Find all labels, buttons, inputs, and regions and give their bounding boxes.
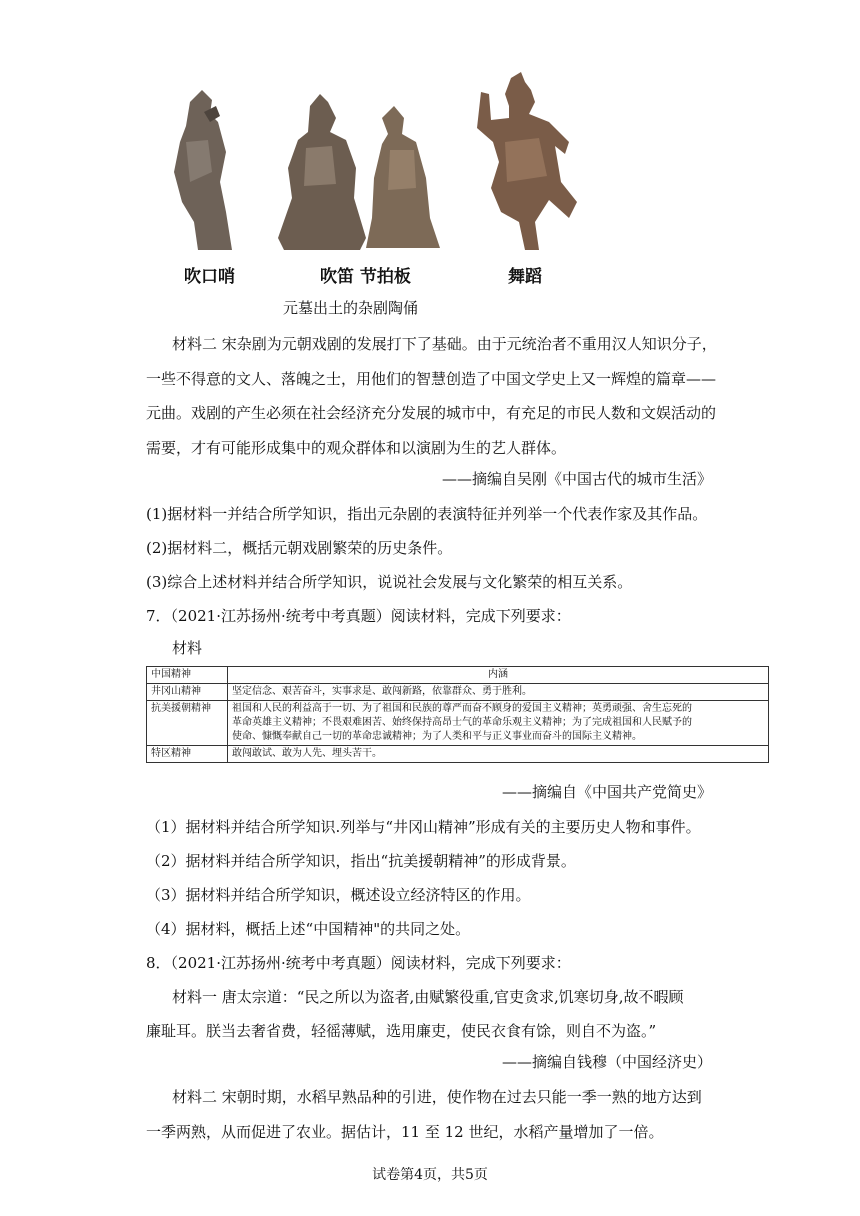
q6-subquestion-1: (1)据材料一并结合所学知识，指出元杂剧的表演特征并列举一个代表作家及其作品。 — [146, 505, 708, 523]
china-spirit-table — [146, 666, 769, 763]
q6-source: ——摘编自吴刚《中国古代的城市生活》 — [441, 470, 712, 488]
table-cell — [228, 701, 769, 746]
page-footer: 试卷第4页，共5页 — [372, 1167, 488, 1183]
q8-material1-line1: 材料一 唐太宗道：“民之所以为盗者,由赋繁役重,官吏贪求,饥寒切身,故不暇顾 — [172, 988, 684, 1006]
figurine-dance-image — [465, 72, 590, 252]
q7-material-label: 材料 — [172, 639, 203, 657]
q7-subquestion-3: （3）据材料并结合所学知识，概述设立经济特区的作用。 — [146, 886, 531, 904]
caption-dance: 舞蹈 — [508, 267, 542, 287]
q6-material2-line4: 需要，才有可能形成集中的观众群体和以演剧为生的艺人群体。 — [146, 439, 567, 457]
q7-subquestion-4: （4）据材料，概括上述“中国精神"的共同之处。 — [146, 920, 471, 938]
q8-material2-line1: 材料二 宋朝时期，水稻早熟品种的引进，使作物在过去只能一季一熟的地方达到 — [172, 1088, 702, 1106]
table-cell: 井冈山精神 — [147, 684, 228, 701]
q6-material2-line3: 元曲。戏剧的产生必须在社会经济充分发展的城市中，有充足的市民人数和文娱活动的 — [146, 404, 717, 422]
table-cell-line: 使命、慷慨奉献自己一切的革命忠诚精神；为了人类和平与正义事业而奋斗的国际主义精神。 — [232, 731, 642, 742]
figurine-whistling-image — [160, 82, 240, 252]
q7-subquestion-2: （2）据材料并结合所学知识，指出“抗美援朝精神”的形成背景。 — [146, 852, 576, 870]
table-cell-line: 革命英雄主义精神；不畏艰难困苦、始终保持高昂士气的革命乐观主义精神；为了完成祖国和人民赋予的 — [232, 717, 692, 728]
q7-heading: 7．（2021·江苏扬州·统考中考真题）阅读材料，完成下列要求： — [146, 607, 571, 625]
table-row — [147, 701, 769, 746]
q8-source: ——摘编自钱穆（中国经济史） — [501, 1053, 712, 1071]
caption-whistling: 吹口哨 — [184, 267, 235, 287]
table-cell-line: 祖国和人民的利益高于一切、为了祖国和民族的尊严而奋不顾身的爱国主义精神；英勇顽强、舍生忘死的 — [232, 703, 692, 714]
q7-source: ——摘编自《中国共产党简史》 — [501, 783, 712, 801]
q6-subquestion-2: (2)据材料二，概括元朝戏剧繁荣的历史条件。 — [146, 539, 453, 557]
q6-material2-line2: 一些不得意的文人、落魄之士，用他们的智慧创造了中国文学史上又一辉煌的篇章—— — [146, 370, 717, 388]
figure-title: 元墓出土的杂剧陶俑 — [283, 299, 419, 317]
q8-heading: 8．（2021·江苏扬州·统考中考真题）阅读材料，完成下列要求： — [146, 954, 571, 972]
q6-subquestion-3: (3)综合上述材料并结合所学知识，说说社会发展与文化繁荣的相互关系。 — [146, 573, 633, 591]
q7-subquestion-1: （1）据材料并结合所学知识.列举与“井冈山精神”形成有关的主要历史人物和事件。 — [146, 818, 701, 836]
table-header-row — [147, 667, 769, 684]
table-cell: 坚定信念、艰苦奋斗，实事求是、敢闯新路，依靠群众、勇于胜利。 — [228, 684, 769, 701]
table-row — [147, 746, 769, 763]
table-header-cell: 中国精神 — [147, 667, 228, 684]
q6-material2-line1: 材料二 宋杂剧为元朝戏剧的发展打下了基础。由于元统治者不重用汉人知识分子， — [172, 335, 717, 353]
q8-material2-line2: 一季两熟，从而促进了农业。据估计，11 至 12 世纪，水稻产量增加了一倍。 — [146, 1123, 664, 1141]
table-cell: 特区精神 — [147, 746, 228, 763]
table-cell: 抗美援朝精神 — [147, 701, 228, 746]
table-row — [147, 684, 769, 701]
table-header-cell: 内涵 — [228, 667, 769, 684]
caption-flute-clapper: 吹笛 节拍板 — [320, 267, 411, 287]
q8-material1-line2: 廉耻耳。朕当去奢省费，轻徭薄赋，选用廉吏，使民衣食有馀，则自不为盗。” — [146, 1022, 657, 1040]
table-cell: 敢闯敢试、敢为人先、埋头苦干。 — [228, 746, 769, 763]
figurine-figure — [160, 72, 590, 287]
figurine-flute-clapper-image — [270, 88, 445, 258]
